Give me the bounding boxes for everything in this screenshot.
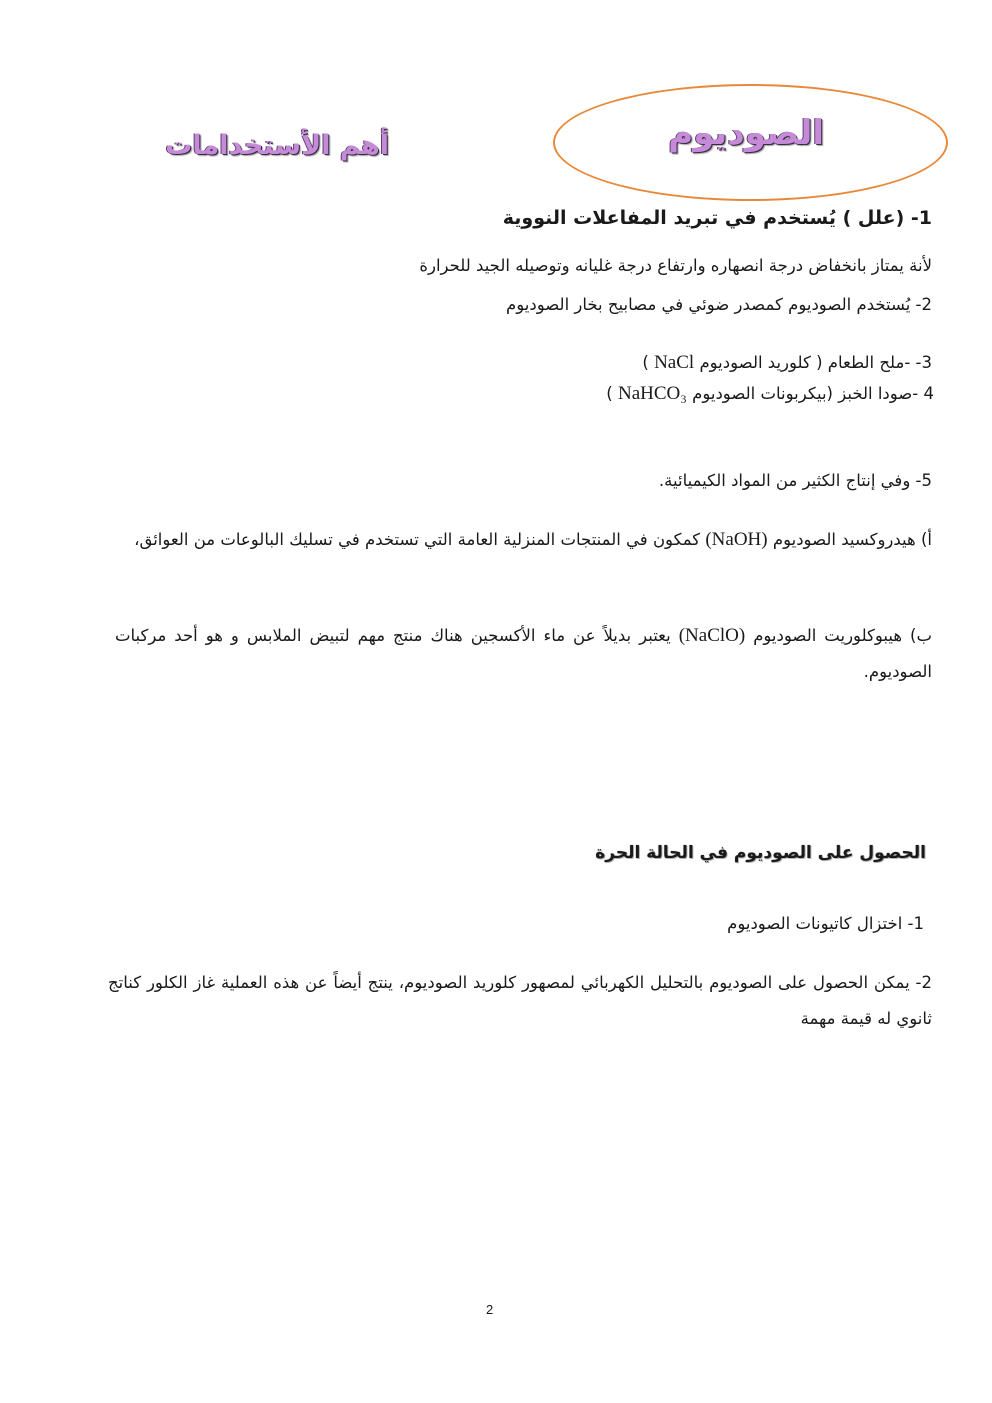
use-item-5b <box>115 618 932 690</box>
page-number: 2 <box>486 1302 494 1317</box>
use-item-5b-before: ب) هيبوكلوريت الصوديوم <box>753 626 933 645</box>
use-item-4-text: 4 -صودا الخبز (بيكربونات الصوديوم <box>692 384 934 403</box>
production-heading: الحصول على الصوديوم في الحالة الحرة <box>595 843 926 863</box>
use-item-5a-before: أ) هيدروكسيد الصوديوم <box>772 530 932 549</box>
use-item-2: 2- يُستخدم الصوديوم كمصدر ضوئي في مصابيح بخار الصوديوم <box>506 295 932 314</box>
use-item-1-reason: لأنة يمتاز بانخفاض درجة انصهاره وارتفاع درجة غليانه وتوصيله الجيد للحرارة <box>419 256 932 275</box>
nahco3-formula: NaHCO₃ <box>617 383 687 404</box>
use-item-4 <box>606 382 934 406</box>
use-item-3-close: ) <box>642 353 649 372</box>
uses-heading: أهم الأستخدامات <box>165 130 389 161</box>
use-item-4-close: ) <box>606 384 613 403</box>
nacl-formula: NaCl <box>654 352 695 373</box>
production-step-1: 1- اختزال كاتيونات الصوديوم <box>727 914 924 933</box>
use-item-3-text: 3- -ملح الطعام ( كلوريد الصوديوم <box>699 353 932 372</box>
production-step-2: 2- يمكن الحصول على الصوديوم بالتحليل الكهربائي لمصهور كلوريد الصوديوم، ينتج أيضاً عن هذه العملية غاز الكلور كناتج ثانوي له قيمة مهمة <box>108 973 932 1028</box>
use-item-5b-after: يعتبر بديلاً عن ماء الأكسجين هناك منتج مهم لتبيض الملابس و هو أحد مركبات الصوديوم. <box>115 626 932 681</box>
use-item-1-heading: 1- (علل ) يُستخدم في تبريد المفاعلات النووية <box>502 207 932 229</box>
use-item-5: 5- وفي إنتاج الكثير من المواد الكيميائية. <box>658 471 932 490</box>
use-item-5a-after: كمكون في المنتجات المنزلية العامة التي تستخدم في تسليك البالوعات من العوائق، <box>134 530 701 549</box>
naoh-formula: (NaOH) <box>705 529 768 550</box>
page-title: الصوديوم <box>668 113 824 153</box>
use-item-3 <box>642 351 932 375</box>
naclo-formula: (NaClO) <box>678 625 746 646</box>
use-item-5a <box>115 522 932 558</box>
